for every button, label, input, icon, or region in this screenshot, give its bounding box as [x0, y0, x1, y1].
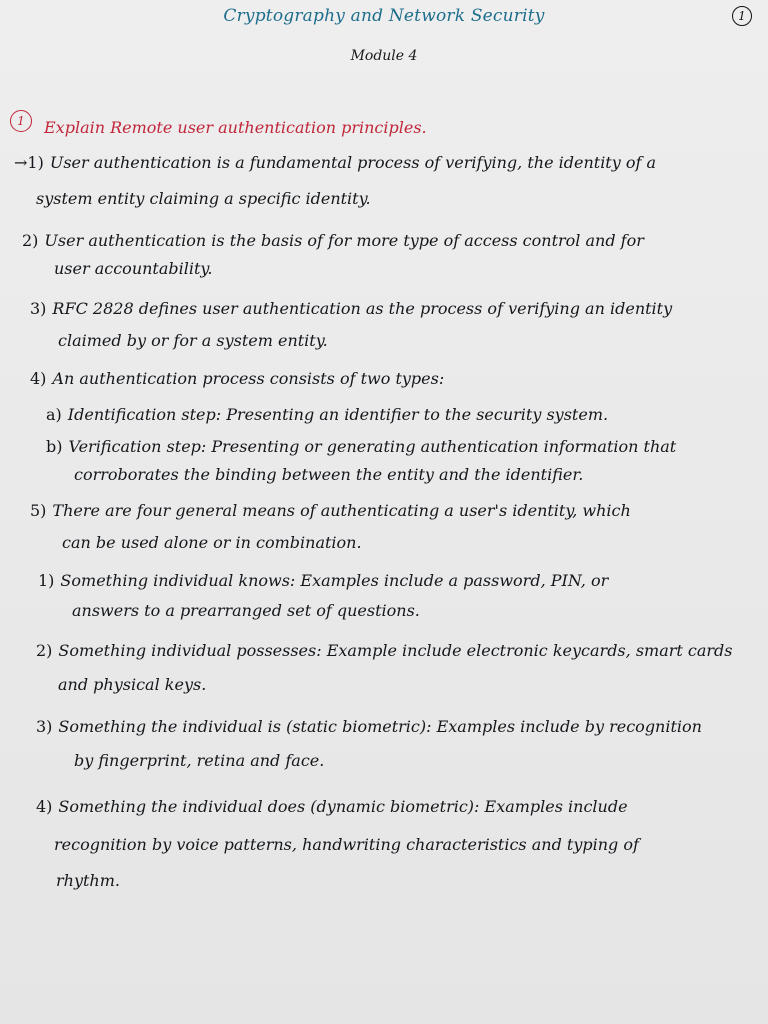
line-text: An authentication process consists of two types: [52, 369, 445, 388]
note-line [46, 436, 676, 458]
line-text: and physical keys. [58, 675, 207, 694]
note-line [54, 834, 639, 856]
note-line [36, 716, 702, 738]
line-text: claimed by or for a system entity. [58, 331, 328, 350]
note-line [36, 796, 628, 818]
line-text: Something the individual does (dynamic biometric): Examples include [58, 797, 628, 816]
line-text: Something individual possesses: Example include electronic keycards, smart cards [58, 641, 733, 660]
line-text: User authentication is the basis of for more type of access control and for [44, 231, 644, 250]
note-line [74, 464, 583, 486]
line-text: User authentication is a fundamental process of verifying, the identity of a [49, 153, 657, 172]
line-text: system entity claiming a specific identity. [36, 189, 371, 208]
line-text: Something the individual is (static biometric): Examples include by recognition [58, 717, 702, 736]
line-text: recognition by voice patterns, handwriting characteristics and typing of [54, 835, 639, 854]
note-line [58, 330, 328, 352]
line-marker: 2) [36, 641, 53, 660]
line-marker: →1) [14, 153, 44, 172]
note-line [58, 674, 206, 696]
line-text: rhythm. [56, 871, 120, 890]
note-line [62, 532, 362, 554]
line-marker: 3) [36, 717, 53, 736]
note-line [14, 152, 656, 174]
note-line [22, 230, 644, 252]
line-marker: 5) [30, 501, 47, 520]
line-marker: 3) [30, 299, 47, 318]
line-marker: 1) [38, 571, 55, 590]
line-marker: 4) [36, 797, 53, 816]
line-text: corroborates the binding between the entity and the identifier. [74, 465, 584, 484]
note-line [36, 640, 733, 662]
note-line [56, 870, 120, 892]
line-text: RFC 2828 defines user authentication as the process of verifying an identity [52, 299, 673, 318]
note-line [72, 600, 420, 622]
line-marker: b) [46, 437, 63, 456]
note-line [54, 258, 212, 280]
page-header [0, 0, 768, 80]
note-line [30, 500, 631, 522]
question-number: 1 [10, 110, 32, 132]
line-text: answers to a prearranged set of questions. [72, 601, 420, 620]
module-heading: Module 4 [350, 48, 418, 64]
note-line [30, 298, 672, 320]
line-text: by fingerprint, retina and face. [74, 751, 325, 770]
question-text: Explain Remote user authentication principles. [44, 118, 427, 137]
page-number: 1 [732, 6, 752, 26]
line-marker: a) [46, 405, 62, 424]
line-text: Verification step: Presenting or generating authentication information that [68, 437, 677, 456]
line-text: can be used alone or in combination. [62, 533, 362, 552]
line-text: Something individual knows: Examples include a password, PIN, or [60, 571, 609, 590]
line-marker: 2) [22, 231, 39, 250]
page-title: Cryptography and Network Security [223, 6, 545, 26]
note-line [46, 404, 608, 426]
line-text: Identification step: Presenting an identifier to the security system. [67, 405, 609, 424]
line-text: user accountability. [54, 259, 213, 278]
note-line [36, 188, 371, 210]
note-line [38, 570, 608, 592]
line-marker: 4) [30, 369, 47, 388]
question-heading [10, 110, 750, 140]
note-line [30, 368, 444, 390]
note-line [74, 750, 324, 772]
line-text: There are four general means of authenticating a user's identity, which [52, 501, 631, 520]
